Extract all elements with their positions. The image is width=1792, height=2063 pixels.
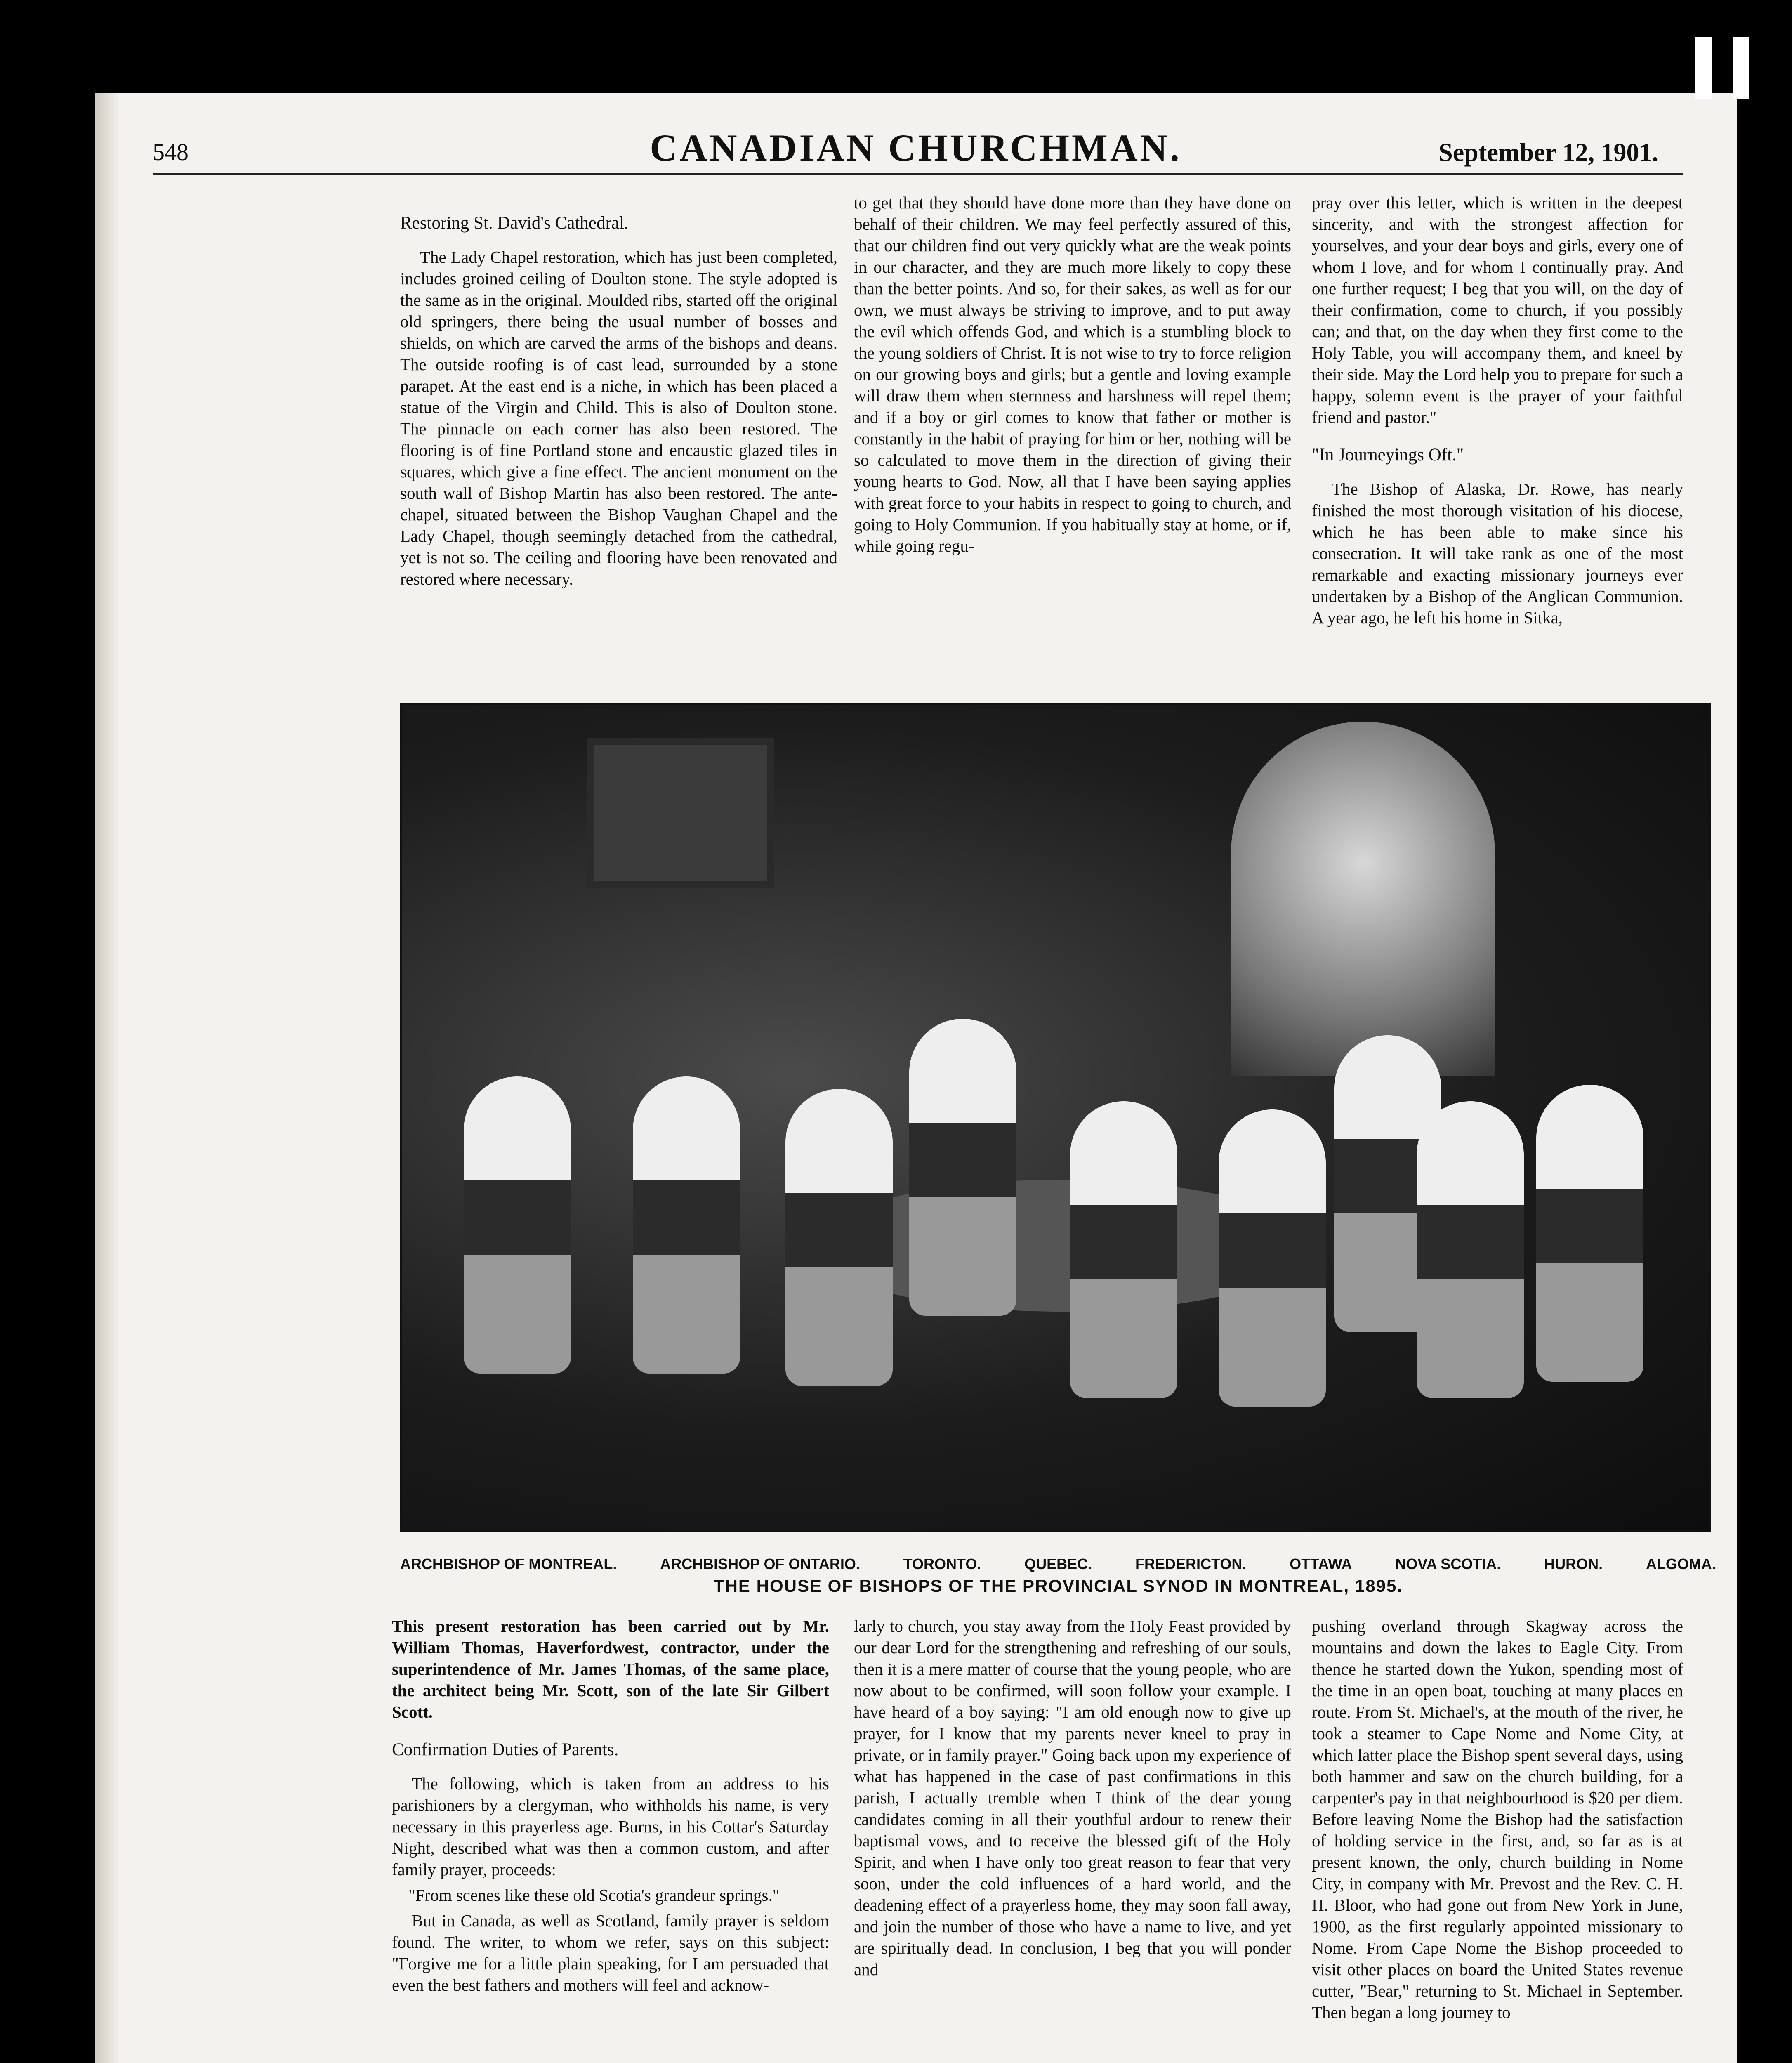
wall-portrait (587, 738, 774, 888)
column-top-left (400, 212, 837, 594)
article-paragraph: to get that they should have done more than they have done on behalf of their children. We may feel perfectly assured of this, that our children find out very quickly what are the weak points in our character, and they are much more likely to copy these than the better points. And so, for their sakes, as well as for our own, we must always be striving to improve, and to put away the evil which offends God, and which is a stumbling block to the young soldiers of Christ. It is not wise to try to force religion on our growing boys and girls; but a gentle and loving example will draw them when sternness and harshness will repel them; and if a boy or girl comes to know that father or mother is constantly in the habit of praying for him or her, nothing will be so calculated to move them in the direction of giving their young hearts to God. Now, all that I have been saying applies with great force to your habits in respect to going to church, and going to Holy Communion. If you habitually stay at home, or if, while going regu- (854, 193, 1291, 555)
caption-name: QUEBEC. (1024, 1556, 1092, 1572)
caption-name: FREDERICTON. (1135, 1556, 1247, 1572)
photo-caption-names (400, 1556, 1716, 1573)
article-paragraph: But in Canada, as well as Scotland, family prayer is seldom found. The writer, to whom we refer, says on this subject: "Forgive me for a little plain speaking, for I am persuaded that even the best fathers and mothers will feel and acknow- (392, 1911, 829, 1995)
bishop-figure (1536, 1085, 1643, 1382)
article-paragraph: pray over this letter, which is written in the deepest sincerity, and with the strongest affection for yourselves, and your dear boys and girls, every one of whom I love, and for whom I continually pray. And one further request; I beg that you will, on the day of their confirmation, come to church, if you possibly can; and that, on the day when they first come to the Holy Table, you will accompany them, and kneel by their side. May the Lord help you to prepare for such a happy, solemn event is the prayer of your faithful friend and pastor." (1312, 193, 1683, 427)
newspaper-page (95, 93, 1737, 2063)
bishop-figure (909, 1019, 1016, 1316)
article-paragraph: pushing overland through Skagway across the mountains and down the lakes to Eagle City. From thence he started down the Yukon, spending most of the time in an open boat, touching at many places en route. From St. Michael's, at the mouth of the river, he took a steamer to Cape Nome and Nome City, at which latter place the Bishop spent several days, using both hammer and saw on the church building, for a carpenter's pay in that neighbourhood is $20 per diem. Before leaving Nome the Bishop had the satisfaction of holding service in the first, and, so far as is at present known, the only, church building in Nome City, in company with Mr. Prevost and the Rev. C. H. H. Bloor, who had gone out from New York in June, 1900, as the first regularly appointed missionary to Nome. From Cape Nome the Bishop proceeded to visit other places on board the United States revenue cutter, "Bear," returning to St. Michael in September. Then began a long journey to (1312, 1617, 1683, 2022)
page-number: 548 (153, 139, 189, 165)
bishop-figure (1417, 1101, 1524, 1398)
article-quote: "From scenes like these old Scotia's grandeur springs." (408, 1886, 780, 1905)
arched-window (1231, 722, 1495, 1076)
photo-caption-title: THE HOUSE OF BISHOPS OF THE PROVINCIAL SYNOD IN MONTREAL, 1895. (713, 1576, 1403, 1596)
article-paragraph: This present restoration has been carried out by Mr. William Thomas, Haverfordwest, contractor, under the superintendence of Mr. James Thomas, of the same place, the architect being Mr. Scott, son of the late Sir Gilbert Scott. (392, 1617, 829, 1721)
bishops-photograph (400, 703, 1711, 1532)
caption-name: ALGOMA. (1646, 1556, 1716, 1572)
column-bottom-middle (854, 1615, 1291, 1984)
column-bottom-left (392, 1615, 829, 2000)
bishop-figure (633, 1076, 740, 1374)
binding-gutter (95, 93, 120, 2063)
article-heading-journeyings: "In Journeyings Oft." (1312, 445, 1464, 465)
article-paragraph: larly to church, you stay away from the Holy Feast provided by our dear Lord for the strengthening and refreshing of our souls, then it is a mere matter of course that the young people, who are now about to be confirmed, will soon follow your example. I have heard of a boy saying: "I am old enough now to give up prayer, for I know that my parents never kneel to pray in private, or in family prayer." Going back upon my experience of what has happened in the case of past confirmations in this parish, I actually tremble when I think of the dear young candidates coming in all their youthful ardour to renew their baptismal vows, and to receive the blessed gift of the Holy Spirit, and when I have only too great reason to fear that very soon, under the cold influences of a hard world, and the deadening effect of a prayerless home, they may soon fall away, and join the number of those who have a name to live, and yet are spiritually dead. In conclusion, I beg that you will ponder and (854, 1617, 1291, 1979)
bishop-figure (785, 1089, 893, 1386)
header-rule (153, 173, 1683, 175)
column-top-middle (854, 192, 1291, 561)
column-bottom-right (1312, 1615, 1683, 2027)
caption-name: HURON. (1544, 1556, 1603, 1572)
bishop-figure (1219, 1109, 1326, 1407)
frame-mark (1695, 37, 1712, 99)
article-paragraph: The Bishop of Alaska, Dr. Rowe, has nearly finished the most thorough visitation of his diocese, which he has been able to make since his consecration. It will take rank as one of the most remarkable and exacting missionary journeys ever undertaken by a Bishop of the Anglican Communion. A year ago, he left his home in Sitka, (1312, 479, 1683, 627)
bishop-figure (464, 1076, 571, 1374)
article-paragraph: The following, which is taken from an address to his parishioners by a clergyman, who withholds his name, is very necessary in this prayerless age. Burns, in his Cottar's Saturday Night, described what was then a common custom, and after family prayer, proceeds: (392, 1774, 829, 1879)
issue-date: September 12, 1901. (1438, 139, 1658, 167)
bishop-figure (1070, 1101, 1177, 1398)
masthead: CANADIAN CHURCHMAN. (650, 127, 1182, 169)
column-top-right (1312, 192, 1683, 633)
caption-name: ARCHBISHOP OF MONTREAL. (400, 1556, 617, 1572)
caption-name: NOVA SCOTIA. (1395, 1556, 1501, 1572)
article-heading-restoring: Restoring St. David's Cathedral. (400, 213, 629, 233)
page-header (95, 126, 1737, 179)
frame-mark (1733, 37, 1749, 99)
article-paragraph: The Lady Chapel restoration, which has just been completed, includes groined ceiling of Doulton stone. The style adopted is the same as in the original. Moulded ribs, started off the original old springers, there being the usual number of bosses and shields, on which are carved the arms of the bishops and deans. The outside roofing is of cast lead, surrounded by a stone parapet. At the east end is a niche, in which has been placed a statue of the Virgin and Child. This is also of Doulton stone. The pinnacle on each corner has also been restored. The flooring is of fine Portland stone and encaustic glazed tiles in squares, which give a fine effect. The ancient monument on the south wall of Bishop Martin has also been restored. The ante-chapel, situated between the Bishop Vaughan Chapel and the Lady Chapel, though seemingly detached from the cathedral, yet is not so. The ceiling and flooring have been renovated and restored where necessary. (400, 248, 837, 588)
article-heading-confirmation: Confirmation Duties of Parents. (392, 1740, 619, 1759)
caption-name: TORONTO. (903, 1556, 981, 1572)
caption-name: OTTAWA (1290, 1556, 1352, 1572)
caption-name: ARCHBISHOP OF ONTARIO. (660, 1556, 860, 1572)
